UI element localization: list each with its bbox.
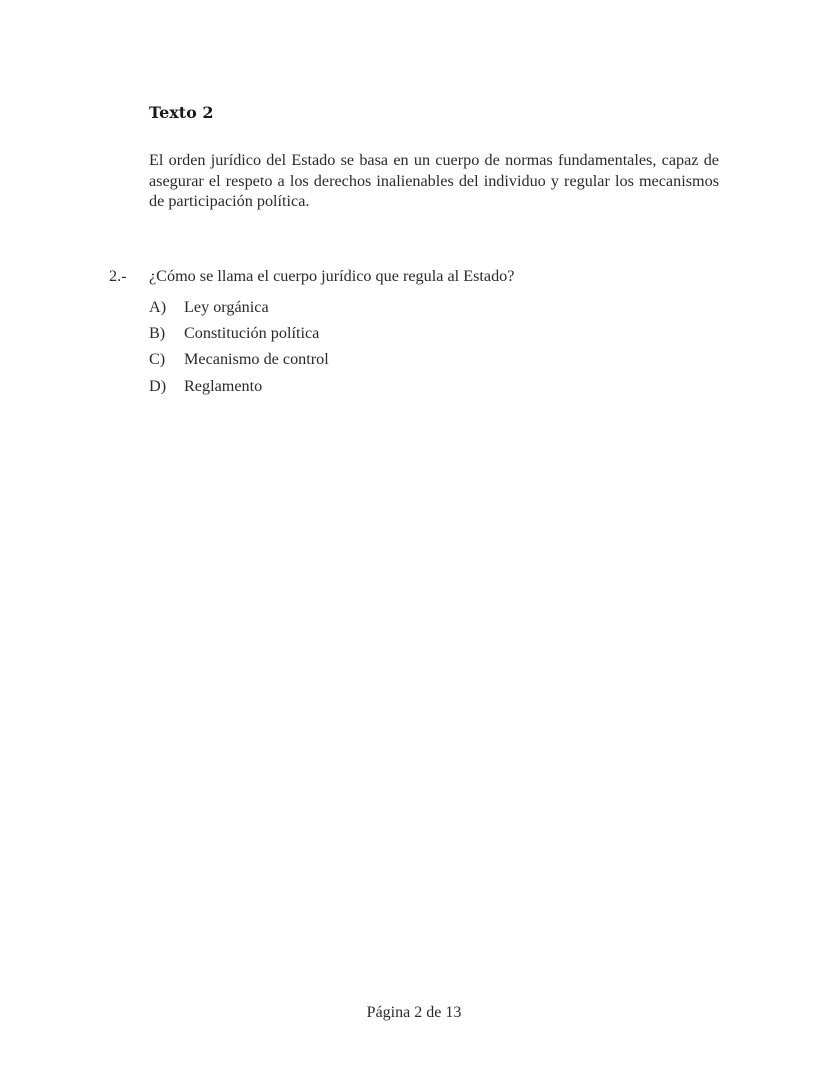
option-text: Constitución política <box>184 324 320 343</box>
option-text: Reglamento <box>184 376 263 395</box>
option-letter: D) <box>149 376 167 395</box>
option-letter: B) <box>149 324 166 343</box>
option-letter: A) <box>149 298 167 316</box>
question-number: 2.- <box>109 267 127 285</box>
option-text: Ley orgánica <box>184 298 269 316</box>
passage-text: El orden jurídico del Estado se basa en un cuerpo de normas fundamentales, capaz de asegurar el respeto a los derechos inalienables del individuo y regular los mecanismos de participación política. <box>149 151 719 210</box>
section-heading: Texto 2 <box>149 103 214 122</box>
option-letter: C) <box>149 350 166 369</box>
question-text: ¿Cómo se llama el cuerpo jurídico que regula al Estado? <box>149 267 515 285</box>
option-text: Mecanismo de control <box>184 350 329 369</box>
page-number: Página 2 de 13 <box>366 1004 462 1021</box>
